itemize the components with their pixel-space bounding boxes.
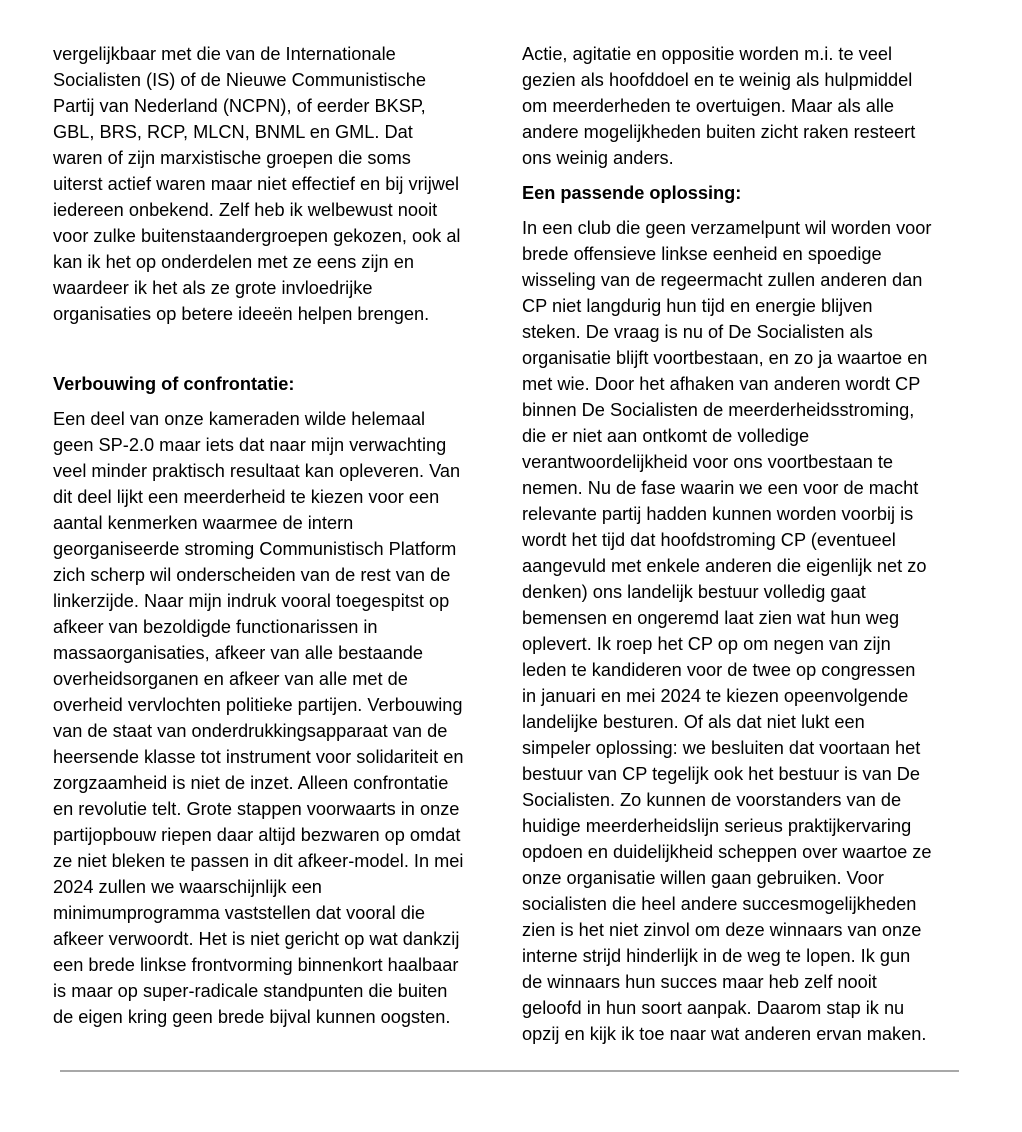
- footer-divider: [60, 1070, 959, 1072]
- text-line: socialisten die heel andere succesmogelijkheden: [522, 894, 917, 914]
- text-line: nemen. Nu de fase waarin we een voor de macht: [522, 478, 919, 498]
- text-line: andere mogelijkheden buiten zicht raken resteert: [522, 122, 916, 142]
- text-line: Socialisten (IS) of de Nieuwe Communistische: [53, 70, 426, 90]
- text-line: die er niet aan ontkomt de volledige: [522, 426, 810, 446]
- text-line: Een deel van onze kameraden wilde helemaal: [53, 409, 426, 429]
- text-line: georganiseerde stroming Communistisch Platform: [53, 539, 457, 559]
- text-line: Partij van Nederland (NCPN), of eerder BKSP,: [53, 96, 426, 116]
- text-line: de eigen kring geen brede bijval kunnen oogsten.: [53, 1007, 451, 1027]
- text-line: afkeer verwoordt. Het is niet gericht op wat dankzij: [53, 929, 460, 949]
- text-line: 2024 zullen we waarschijnlijk een: [53, 877, 322, 897]
- text-line: Actie, agitatie en oppositie worden m.i. te veel: [522, 44, 893, 64]
- text-line: dit deel lijkt een meerderheid te kiezen voor een: [53, 487, 440, 507]
- text-line: een brede linkse frontvorming binnenkort haalbaar: [53, 955, 459, 975]
- text-line: overheidsorganen en afkeer van alle met de: [53, 669, 408, 689]
- text-line: onze organisatie willen gaan gebruiken. Voor: [522, 868, 884, 888]
- text-line: zien is het niet zinvol om deze winnaars van onze: [522, 920, 922, 940]
- text-line: gezien als hoofddoel en te weinig als hulpmiddel: [522, 70, 913, 90]
- text-line: zich scherp wil onderscheiden van de rest van de: [53, 565, 451, 585]
- text-line: vergelijkbaar met die van de Internationale: [53, 44, 396, 64]
- text-line: linkerzijde. Naar mijn indruk vooral toegespitst op: [53, 591, 450, 611]
- text-line: bestuur van CP tegelijk ook het bestuur is van De: [522, 764, 920, 784]
- text-line: waardeer ik het als ze grote invloedrijke: [53, 278, 373, 298]
- left-paragraph-2: [53, 406, 503, 1030]
- text-line: heersende klasse tot instrument voor solidariteit en: [53, 747, 464, 767]
- text-line: ons weinig anders.: [522, 148, 674, 168]
- text-line: waren of zijn marxistische groepen die soms: [53, 148, 411, 168]
- right-paragraph-1: [522, 41, 972, 171]
- text-line: de winnaars hun succes maar heb zelf nooit: [522, 972, 877, 992]
- left-paragraph-1: [53, 41, 503, 327]
- text-line: afkeer van bezoldigde functionarissen in: [53, 617, 378, 637]
- text-line: bemensen en ongeremd laat zien wat hun weg: [522, 608, 900, 628]
- text-line: leden te kandideren voor de twee op congressen: [522, 660, 916, 680]
- text-line: minimumprogramma vaststellen dat vooral die: [53, 903, 425, 923]
- text-line: brede offensieve linkse eenheid en spoedige: [522, 244, 882, 264]
- text-line: denken) ons landelijk bestuur volledig gaat: [522, 582, 866, 602]
- text-line: aantal kenmerken waarmee de intern: [53, 513, 354, 533]
- section-heading-verbouwing: Verbouwing of confrontatie:: [53, 374, 295, 394]
- text-line: van de staat van onderdrukkingsapparaat van de: [53, 721, 448, 741]
- text-line: ze niet bleken te passen in dit afkeer-model. In mei: [53, 851, 464, 871]
- text-line: is maar op super-radicale standpunten die buiten: [53, 981, 448, 1001]
- right-column: [522, 41, 972, 1047]
- text-line: Socialisten. Zo kunnen de voorstanders van de: [522, 790, 902, 810]
- text-line: landelijke besturen. Of als dat niet lukt een: [522, 712, 865, 732]
- text-line: opzij en kijk ik toe naar wat anderen ervan maken.: [522, 1024, 927, 1044]
- text-line: opdoen en duidelijkheid scheppen over waartoe ze: [522, 842, 932, 862]
- text-line: organisatie blijft voortbestaan, en zo ja waartoe en: [522, 348, 928, 368]
- text-line: steken. De vraag is nu of De Socialisten als: [522, 322, 873, 342]
- text-line: om meerderheden te overtuigen. Maar als alle: [522, 96, 895, 116]
- text-line: interne strijd hinderlijk in de weg te lopen. Ik gun: [522, 946, 911, 966]
- text-line: en revolutie telt. Grote stappen voorwaarts in onze: [53, 799, 460, 819]
- text-line: GBL, BRS, RCP, MLCN, BNML en GML. Dat: [53, 122, 413, 142]
- text-line: verantwoordelijkheid voor ons voortbestaan te: [522, 452, 894, 472]
- text-line: massaorganisaties, afkeer van alle bestaande: [53, 643, 424, 663]
- text-line: simpeler oplossing: we besluiten dat voortaan het: [522, 738, 921, 758]
- text-line: uiterst actief waren maar niet effectief en bij vrijwel: [53, 174, 460, 194]
- text-line: partijopbouw riepen daar altijd bezwaren op omdat: [53, 825, 461, 845]
- text-line: in januari en mei 2024 te kiezen opeenvolgende: [522, 686, 909, 706]
- text-line: relevante partij hadden kunnen worden voorbij is: [522, 504, 914, 524]
- text-line: In een club die geen verzamelpunt wil worden voor: [522, 218, 932, 238]
- text-line: voor zulke buitenstaandergroepen gekozen, ook al: [53, 226, 461, 246]
- text-line: zorgzaamheid is niet de inzet. Alleen confrontatie: [53, 773, 449, 793]
- text-line: oplevert. Ik roep het CP op om negen van zijn: [522, 634, 891, 654]
- text-line: met wie. Door het afhaken van anderen wordt CP: [522, 374, 921, 394]
- text-line: wisseling van de regeermacht zullen anderen dan: [522, 270, 923, 290]
- text-line: overheid vervlochten politieke partijen. Verbouwing: [53, 695, 463, 715]
- text-line: binnen De Socialisten de meerderheidsstroming,: [522, 400, 915, 420]
- right-paragraph-2: [522, 215, 972, 1047]
- text-line: CP niet langdurig hun tijd en energie blijven: [522, 296, 873, 316]
- text-line: aangevuld met enkele anderen die eigenlijk net zo: [522, 556, 927, 576]
- text-line: organisaties op betere ideeën helpen brengen.: [53, 304, 430, 324]
- section-heading-oplossing: Een passende oplossing:: [522, 183, 742, 203]
- text-line: veel minder praktisch resultaat kan opleveren. Van: [53, 461, 461, 481]
- text-line: huidige meerderheidslijn serieus praktijkervaring: [522, 816, 912, 836]
- text-line: wordt het tijd dat hoofdstroming CP (eventueel: [522, 530, 896, 550]
- left-column: [53, 41, 503, 1030]
- text-line: kan ik het op onderdelen met ze eens zijn en: [53, 252, 414, 272]
- text-line: iedereen onbekend. Zelf heb ik welbewust nooit: [53, 200, 438, 220]
- text-line: geloofd in hun soort aanpak. Daarom stap ik nu: [522, 998, 905, 1018]
- text-line: geen SP-2.0 maar iets dat naar mijn verwachting: [53, 435, 447, 455]
